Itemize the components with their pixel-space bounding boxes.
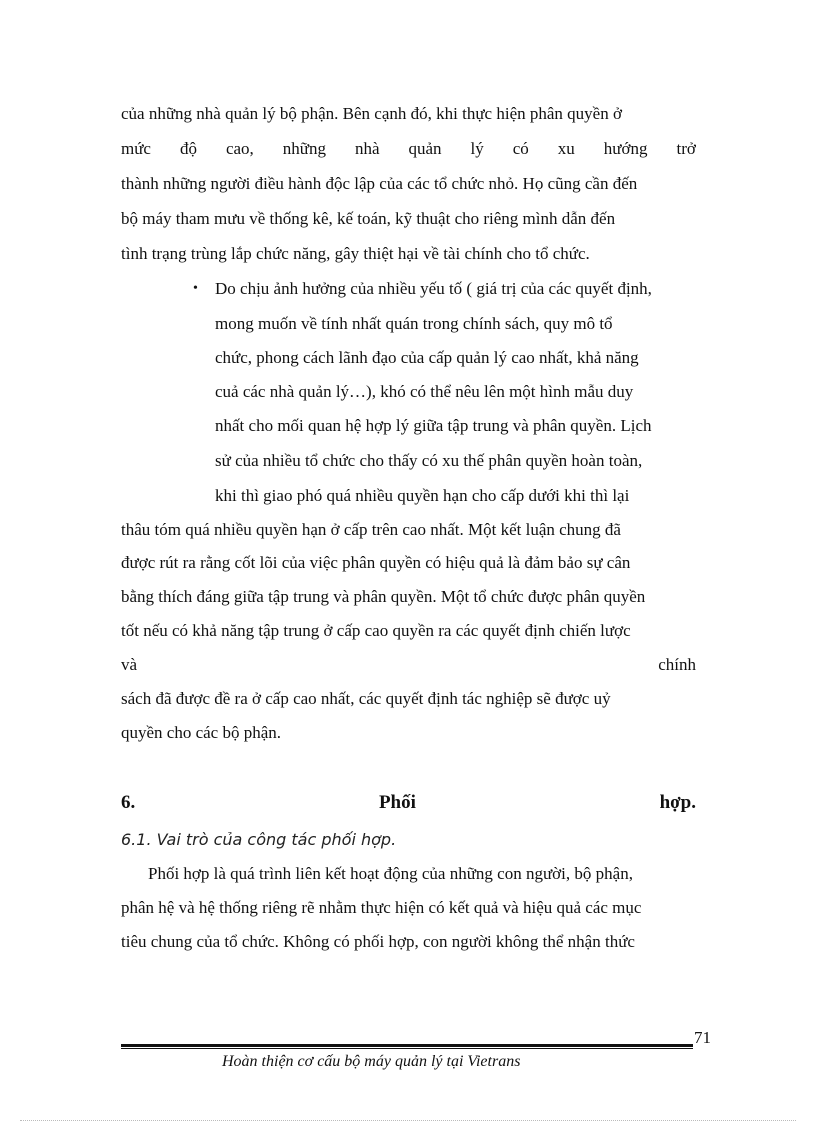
text-line — [121, 104, 696, 124]
text-line: được rút ra rằng cốt lõi của việc phân quyền có hiệu quả là đảm bảo sự cân — [121, 553, 631, 572]
footer-divider — [121, 1044, 693, 1047]
word: nhà — [354, 139, 380, 158]
bullet-line: mong muốn về tính nhất quán trong chính sách, quy mô tổ — [215, 314, 613, 333]
subsection-heading: 6.1. Vai trò của công tác phối hợp. — [121, 830, 397, 849]
heading-number: 6. — [121, 792, 136, 813]
bullet-line: cuả các nhà quản lý…), khó có thể nêu lên một hình mẫu duy — [215, 382, 634, 401]
footer-divider — [121, 1048, 693, 1049]
text-line: quyền cho các bộ phận. — [121, 723, 282, 742]
text-line: thâu tóm quá nhiều quyền hạn ở cấp trên cao nhất. Một kết luận chung đã — [121, 520, 621, 539]
word: độ — [179, 139, 197, 158]
word: cao, — [225, 139, 254, 158]
word: chính — [658, 655, 696, 674]
text-line: tình trạng trùng lắp chức năng, gây thiệt hại về tài chính cho tổ chức. — [121, 244, 590, 263]
text-line: tốt nếu có khả năng tập trung ở cấp cao quyền ra các quyết định chiến lược — [121, 621, 631, 640]
section-heading — [121, 792, 696, 814]
text-line: tiêu chung của tổ chức. Không có phối hợp, con người không thể nhận thức — [121, 932, 635, 951]
text-line: bộ máy tham mưu về thống kê, kế toán, kỹ thuật cho riêng mình dẫn đến — [121, 209, 616, 228]
footer-title: Hoàn thiện cơ cấu bộ máy quản lý tại Vietrans — [222, 1053, 521, 1070]
text-line: thành những người điều hành độc lập của các tổ chức nhỏ. Họ cũng cần đến — [121, 174, 638, 193]
text-line: Phối hợp là quá trình liên kết hoạt động của những con người, bộ phận, — [148, 864, 633, 883]
page-number: 71 — [694, 1028, 711, 1047]
bullet-line: sử của nhiều tổ chức cho thấy có xu thế phân quyền hoàn toàn, — [215, 451, 643, 470]
bullet-icon: • — [193, 281, 198, 296]
text-line-content: của những nhà quản lý bộ phận. Bên cạnh đó, khi thực hiện phân quyền ở — [121, 104, 622, 123]
word: hướng — [603, 139, 648, 158]
word: và — [121, 655, 138, 674]
heading-word: Phối — [378, 792, 416, 813]
word: xu — [557, 139, 575, 158]
text-line: sách đã được đề ra ở cấp cao nhất, các quyết định tác nghiệp sẽ được uỷ — [121, 689, 611, 708]
text-line: bằng thích đáng giữa tập trung và phân quyền. Một tổ chức được phân quyền — [121, 587, 646, 606]
bullet-line: nhất cho mối quan hệ hợp lý giữa tập trung và phân quyền. Lịch — [215, 416, 652, 435]
word: quản — [408, 139, 442, 158]
bullet-line: Do chịu ảnh hưởng của nhiều yếu tố ( giá trị của các quyết định, — [215, 279, 652, 298]
bullet-line: chức, phong cách lãnh đạo của cấp quản lý cao nhất, khả năng — [215, 348, 639, 367]
page-edge-divider — [20, 1120, 796, 1121]
text-line: phân hệ và hệ thống riêng rẽ nhằm thực hiện có kết quả và hiệu quả các mục — [121, 898, 642, 917]
justified-line — [121, 655, 696, 675]
justified-line — [121, 139, 696, 159]
word: mức — [121, 139, 151, 158]
word: lý — [470, 139, 484, 158]
bullet-line: khi thì giao phó quá nhiều quyền hạn cho cấp dưới khi thì lại — [215, 486, 630, 505]
word: những — [282, 139, 326, 158]
heading-word: hợp. — [659, 792, 696, 813]
word: có — [512, 139, 529, 158]
word: trở — [676, 139, 696, 158]
